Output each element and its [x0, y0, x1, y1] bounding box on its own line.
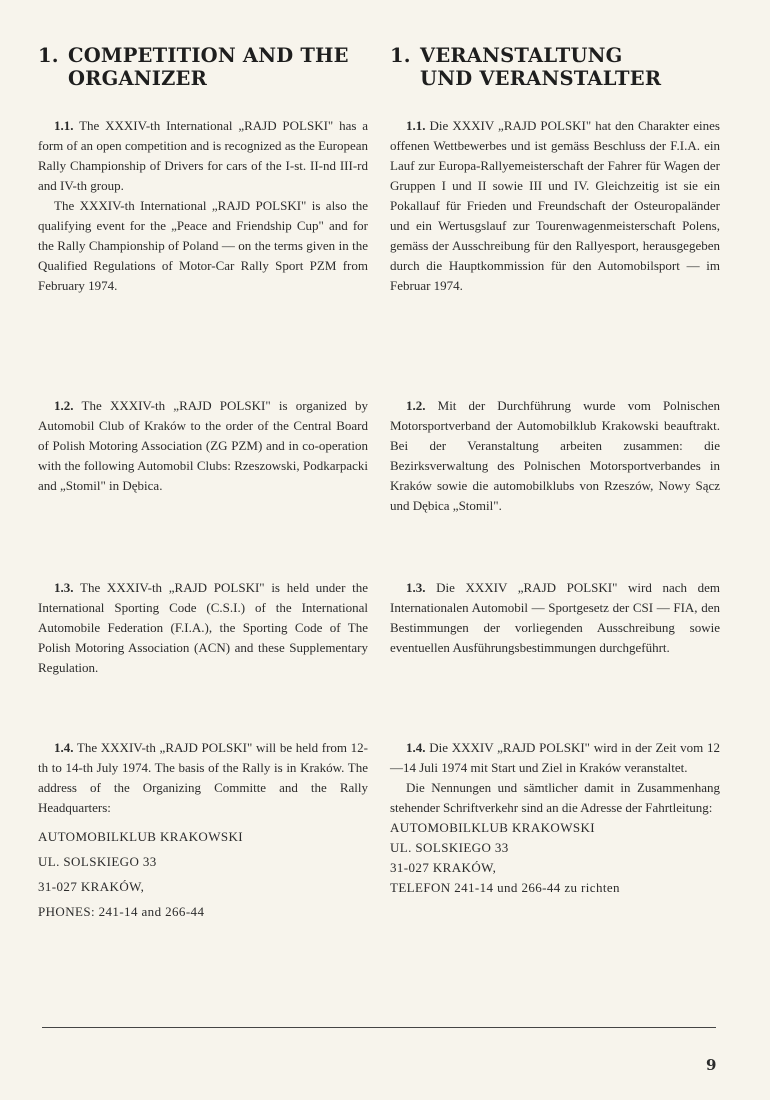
heading-number: 1. [38, 44, 59, 67]
section-number: 1.1. [406, 118, 426, 133]
heading-line-2: ORGANIZER [68, 67, 208, 90]
paragraph: Die XXXIV „RAJD POLSKI" wird in der Zeit vom 12—14 Juli 1974 mit Start und Ziel in Kraków veranstaltet. [390, 740, 721, 775]
paragraph: The XXXIV-th International „RAJD POLSKI" is also the qualifying event for the „Peace and Friendship Cup" and for the Rally Championship of Poland — on the terms given in the Qualified Regulations of Motor-Car Rally Sport PZM from February 1974. [38, 198, 368, 293]
address-line: UL. SOLSKIEGO 33 [38, 854, 157, 869]
section-1-1-en [38, 116, 368, 296]
english-heading [38, 44, 368, 90]
paragraph: Die Nennungen und sämtlicher damit in Zusammenhang stehender Schriftverkehr sind an die Adresse der Fahrtleitung: [390, 780, 720, 815]
heading-number: 1. [390, 44, 411, 67]
paragraph: The XXXIV-th „RAJD POLSKI" will be held from 12-th to 14-th July 1974. The basis of the Rally is in Kraków. The address of the Organizing Committe and the Rally Headquarters: [38, 740, 369, 815]
paragraph: The XXXIV-th International „RAJD POLSKI" has a form of an open competition and is recognized as the European Rally Championship of Drivers for cars of the I-st. II-nd III-rd and IV-th group. [38, 118, 368, 193]
section-1-2-de [390, 396, 720, 516]
heading-line-1: VERANSTALTUNG [420, 44, 623, 67]
section-number: 1.3. [54, 580, 74, 595]
address-block [38, 824, 368, 924]
section-number: 1.4. [406, 740, 426, 755]
address-line: PHONES: 241-14 and 266-44 [38, 904, 205, 919]
section-1-4-en [38, 738, 368, 924]
german-column [390, 44, 721, 895]
english-column [38, 44, 369, 919]
address-line: TELEFON 241-14 und 266-44 zu richten [390, 880, 620, 895]
section-1-4-de [390, 738, 720, 898]
german-heading [390, 44, 720, 90]
page-number: 9 [706, 1056, 717, 1074]
section-number: 1.2. [406, 398, 426, 413]
section-1-3-de [390, 578, 720, 658]
heading-line-2: UND VERANSTALTER [420, 67, 662, 90]
address-line: AUTOMOBILKLUB KRAKOWSKI [390, 820, 596, 835]
section-1-2-en [38, 396, 368, 496]
address-line: AUTOMOBILKLUB KRAKOWSKI [38, 829, 244, 844]
section-1-1-de [390, 116, 720, 296]
footer-rule [42, 1027, 716, 1028]
heading-line-1: COMPETITION AND THE [68, 44, 349, 67]
section-number: 1.2. [54, 398, 74, 413]
paragraph: The XXXIV-th „RAJD POLSKI" is organized by Automobil Club of Kraków to the order of the Central Board of Polish Motoring Association (ZG PZM) and in co-operation with the following Automobil Clubs: Rzeszowski, Podkarpacki and „Stomil" in Dębica. [38, 398, 368, 493]
paragraph: Mit der Durchführung wurde vom Polnischen Motorsportverband der Automobilklub Krakowski beauftrakt. Bei der Veranstaltung arbeiten zusammen: die Bezirksverwaltung des Polnischen Motorsportverbandes in Kraków sowie die automobilklubs von Rzeszów, Nowy Sącz und Dębica „Stomil". [390, 398, 720, 513]
paragraph: Die XXXIV „RAJD POLSKI" hat den Charakter eines offenen Wettbewerbes und ist gemäss Beschluss der F.I.A. ein Lauf zur Europa-Rallyemeisterschaft der Fahrer für Wagen der Gruppen I und II sowie III und IV. Gleichzeitig ist sie ein Pokallauf für Frieden und Freundschaft der Osteuropaländer und ein Wertusgslauf zur Tourenwagenmeisterschaft Polens, gemäss der Ausschreibung für den Rallyesport, herausgegeben durch die Hauptkommission für den Automobilsport — im Februar 1974. [390, 118, 720, 293]
section-number: 1.1. [54, 118, 74, 133]
paragraph: The XXXIV-th „RAJD POLSKI" is held under the International Sporting Code (C.S.I.) of the International Automobile Federation (F.I.A.), the Sporting Code of The Polish Motoring Association (ACN) and these Supplementary Regulation. [38, 580, 369, 675]
address-line: UL. SOLSKIEGO 33 [390, 840, 509, 855]
section-number: 1.3. [406, 580, 426, 595]
address-block [390, 818, 720, 898]
section-1-3-en [38, 578, 368, 678]
paragraph: Die XXXIV „RAJD POLSKI" wird nach dem Internationalen Automobil — Sportgesetz der CSI — FIA, den Bestimmungen der vorliegenden Ausschreibung sowie eventuellen Ausführungsbestimmungen durchgeführt. [390, 580, 720, 655]
address-line: 31-027 KRAKÓW, [390, 860, 497, 875]
section-number: 1.4. [54, 740, 74, 755]
address-line: 31-027 KRAKÓW, [38, 879, 145, 894]
